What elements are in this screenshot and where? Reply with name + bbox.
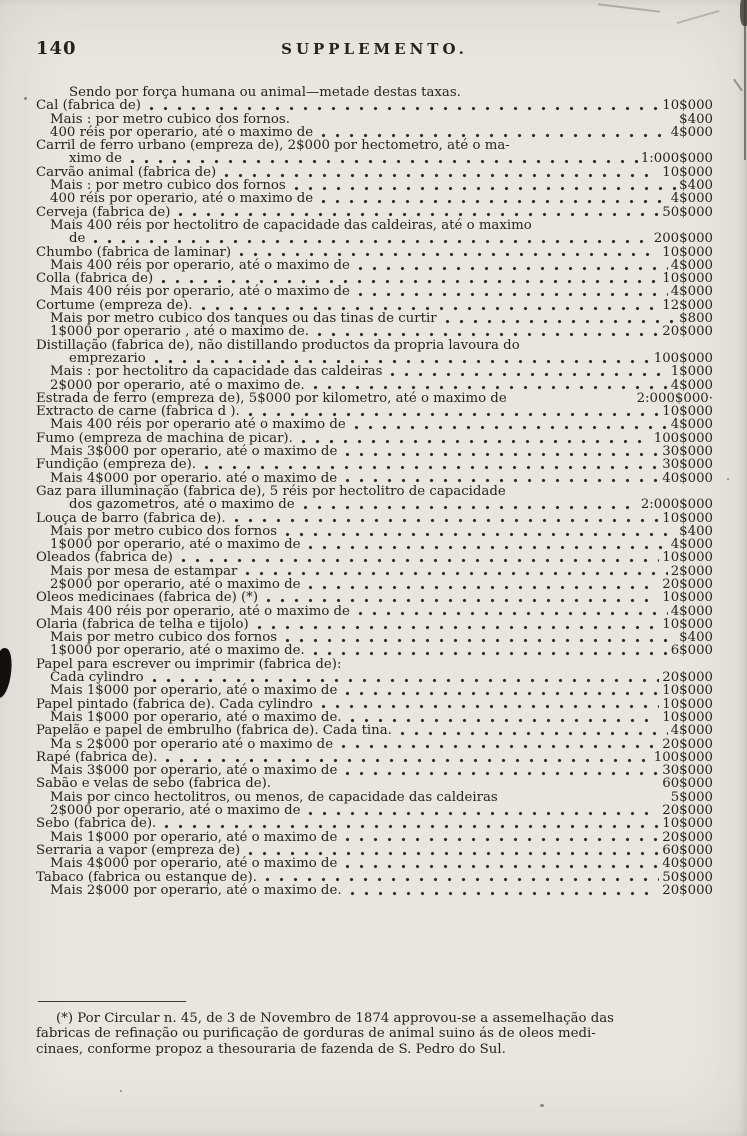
entry-text: Colla (fabrica de)	[36, 271, 154, 287]
dot-leader	[93, 239, 650, 244]
scan-speck	[24, 97, 27, 100]
tariff-line	[36, 259, 713, 272]
entry-amount: $400	[679, 111, 713, 127]
dot-leader	[341, 744, 659, 749]
dot-leader	[294, 186, 676, 191]
tariff-line	[36, 751, 713, 764]
tariff-line	[36, 272, 713, 285]
footnote-line: fabricas de refinação ou purificação de gorduras de animal suino ás de oleos medi-	[36, 1026, 596, 1042]
entry-amount: 30$000	[662, 457, 713, 473]
entry-amount: 4$000	[670, 257, 713, 273]
tariff-line	[36, 352, 713, 365]
tariff-line	[36, 246, 713, 259]
tariff-line	[36, 379, 713, 392]
entry-text: dos gazometros, até o maximo de	[69, 497, 295, 513]
entry-text: 2$000 por operario, até o maximo de	[50, 803, 301, 819]
entry-text: Mais : por metro cubico dos fornos	[50, 178, 286, 194]
tariff-line	[36, 472, 713, 485]
tariff-line	[36, 884, 713, 897]
entry-amount: 4$000	[670, 537, 713, 553]
entry-text: Extracto de carne (fabrica d ).	[36, 404, 240, 420]
entry-text: Sabão e velas de sebo (fabrica de).	[36, 776, 272, 792]
tariff-line	[36, 445, 713, 458]
entry-amount: 10$000	[662, 510, 713, 526]
entry-amount: 10$000	[662, 590, 713, 606]
entry-text: Carvão animal (fabrica de)	[36, 164, 217, 180]
dot-leader	[345, 691, 659, 696]
entry-text: Louça de barro (fabrica de).	[36, 510, 226, 526]
entry-amount: 10$000	[662, 404, 713, 420]
entry-amount: 5$000	[670, 789, 713, 805]
dot-leader	[152, 678, 660, 683]
page-title: SUPPLEMENTO.	[281, 40, 468, 58]
entry-text: 1$000 por operario, até o maximo de.	[50, 643, 305, 659]
dot-leader	[345, 837, 659, 842]
dot-leader	[308, 545, 667, 550]
entry-text: ximo de	[69, 151, 122, 167]
entry-amount: 20$000	[662, 829, 713, 845]
dot-leader	[350, 718, 660, 723]
tariff-line	[36, 644, 713, 657]
entry-amount: 100$000	[653, 749, 713, 765]
entry-text: Mais 400 réis por operario até o maximo de	[50, 417, 346, 433]
footnote-line: (*) Por Circular n. 45, de 3 de Novembro de 1874 approvou-se a assemelhação das	[56, 1011, 614, 1027]
tariff-list	[36, 86, 713, 897]
entry-amount: 10$000	[662, 616, 713, 632]
entry-amount: 4$000	[670, 377, 713, 393]
entry-text: Mais por mesa de estampar	[50, 563, 238, 579]
entry-text: Mais : por hectolitro da capacidade das caldeiras	[50, 364, 383, 380]
dot-leader	[354, 425, 668, 430]
entry-amount: 60$000	[662, 776, 713, 792]
entry-text: Mais por metro cubico dos fornos	[50, 630, 278, 646]
entry-text: Tabaco (fabrica ou estanque de).	[36, 869, 257, 885]
page-header	[36, 40, 713, 62]
dot-leader	[257, 625, 660, 630]
entry-amount: 100$000	[653, 350, 713, 366]
dot-leader	[265, 877, 659, 882]
entry-text: Serraria a vapor (empreza de)	[36, 842, 241, 858]
entry-amount: 10$000	[662, 550, 713, 566]
tariff-line	[36, 418, 713, 431]
entry-text: Mais 2$000 por operario, até o maximo de.	[50, 882, 342, 898]
tariff-line	[36, 285, 713, 298]
entry-text: Sebo (fabrica de).	[36, 816, 157, 832]
dot-leader	[164, 824, 659, 829]
tariff-line	[36, 605, 713, 618]
entry-amount: 200$000	[653, 231, 713, 247]
tariff-line	[36, 578, 713, 591]
entry-text: Mais 400 réis por operario, até o maximo de	[50, 284, 350, 300]
entry-amount: $400	[679, 178, 713, 194]
entry-amount: 4$000	[670, 124, 713, 140]
tariff-line	[36, 312, 713, 325]
scan-speck	[120, 1090, 122, 1092]
entry-text: Cal (fabrica de)	[36, 98, 141, 114]
scan-speck	[540, 1104, 544, 1107]
tariff-line	[36, 485, 713, 498]
entry-amount: 20$000	[662, 670, 713, 686]
tariff-line	[36, 99, 713, 112]
entry-text: de	[69, 231, 86, 247]
pencil-mark	[733, 79, 743, 91]
entry-text: Papel pintado (fabrica de). Cada cylindro	[36, 696, 313, 712]
entry-text: Olaria (fabrica de telha e tijolo)	[36, 616, 249, 632]
entry-text: 400 réis por operario, até o maximo de	[50, 191, 314, 207]
dot-leader	[308, 811, 659, 816]
dot-leader	[345, 478, 659, 483]
tariff-line	[36, 724, 713, 737]
entry-text: Gaz para illuminação (fabrica de), 5 réis por hectolitro de capacidade	[36, 483, 506, 499]
page-content	[36, 40, 713, 1057]
entry-text: Mais 3$000 por operario, até o maximo de	[50, 763, 338, 779]
entry-text: 400 réis por operario, até o maximo de	[50, 124, 314, 140]
tariff-line	[36, 392, 713, 405]
dot-leader	[400, 731, 668, 736]
entry-text: Oleos medicinaes (fabrica de) (*)	[36, 590, 259, 606]
tariff-line	[36, 365, 713, 378]
entry-amount: $400	[679, 523, 713, 539]
dot-leader	[224, 173, 659, 178]
entry-text: Ma s 2$000 por operario até o maximo de	[50, 736, 334, 752]
entry-text: Mais 4$000 por operario. até o maximo de	[50, 470, 338, 486]
entry-text: Rapé (fabrica de).	[36, 749, 158, 765]
entry-amount: $400	[679, 630, 713, 646]
entry-amount: 2:000$000·	[636, 390, 713, 406]
entry-amount: 10$000	[662, 98, 713, 114]
tariff-line	[36, 804, 713, 817]
tariff-line	[36, 671, 713, 684]
entry-amount: 100$000	[653, 430, 713, 446]
entry-amount: 10$000	[662, 709, 713, 725]
tariff-line	[36, 525, 713, 538]
entry-amount: 40$000	[662, 856, 713, 872]
entry-text: Mais 400 réis por hectolitro de capacidade das caldeiras, até o maximo	[50, 217, 532, 233]
entry-text: Mais 4$000 por operario, até o maximo de	[50, 856, 338, 872]
tariff-line	[36, 179, 713, 192]
dot-leader	[285, 532, 676, 537]
footnote-line: cinaes, conforme propoz a thesouraria de fazenda de S. Pedro do Sul.	[36, 1041, 506, 1057]
dot-leader	[303, 505, 638, 510]
entry-amount: 1:000$000	[640, 151, 713, 167]
tariff-line	[36, 405, 713, 418]
dot-leader	[358, 292, 668, 297]
tariff-line	[36, 498, 713, 511]
dot-leader	[201, 306, 660, 311]
scan-speck	[727, 478, 729, 480]
dot-leader	[178, 212, 659, 217]
entry-text: Estrada de ferro (empreza de), 5$000 por kilometro, até o maximo de	[36, 390, 507, 406]
dot-leader	[313, 651, 668, 656]
tariff-line	[36, 844, 713, 857]
tariff-line	[36, 299, 713, 312]
tariff-line	[36, 631, 713, 644]
tariff-line	[36, 432, 713, 445]
entry-amount: 10$000	[662, 816, 713, 832]
entry-text: Fumo (empreza de machina de picar).	[36, 430, 293, 446]
dot-leader	[358, 611, 668, 616]
tariff-line	[36, 565, 713, 578]
tariff-line	[36, 126, 713, 139]
entry-amount: 4$000	[670, 723, 713, 739]
tariff-line	[36, 791, 713, 804]
entry-amount: 4$000	[670, 191, 713, 207]
dot-leader	[445, 319, 677, 324]
entry-text: Mais 1$000 por operario, até o maximo de.	[50, 709, 342, 725]
entry-text: Papel para escrever ou imprimir (fabrica de):	[36, 656, 342, 672]
entry-amount: 20$000	[662, 803, 713, 819]
dot-leader	[313, 385, 668, 390]
entry-amount: 60$000	[662, 842, 713, 858]
entry-text: Mais por metro cubico dos fornos	[50, 523, 278, 539]
entry-amount: 10$000	[662, 244, 713, 260]
tariff-line	[36, 711, 713, 724]
entry-text: Mais 400 réis por operario, até o maximo de	[50, 257, 350, 273]
dot-leader	[234, 518, 660, 523]
entry-text: Oleados (fabrica de)	[36, 550, 173, 566]
tariff-line	[36, 738, 713, 751]
entry-text: emprezario	[69, 350, 146, 366]
entry-text: Mais 1$000 por operario, até o maximo de	[50, 683, 338, 699]
tariff-line	[36, 325, 713, 338]
dot-leader	[154, 359, 651, 364]
tariff-line	[36, 152, 713, 165]
dot-leader	[350, 891, 660, 896]
dot-leader	[345, 452, 659, 457]
entry-text: 2$000 por operario, até o maximo de.	[50, 377, 305, 393]
entry-amount: 30$000	[662, 763, 713, 779]
tariff-line	[36, 86, 713, 99]
dot-leader	[308, 585, 659, 590]
tariff-line	[36, 618, 713, 631]
entry-text: Mais 3$000 por operario, até o maximo de	[50, 444, 338, 460]
tariff-line	[36, 831, 713, 844]
entry-text: Mais por metro cubico dos tanques ou das tinas de curtir	[50, 311, 437, 327]
pencil-mark	[677, 10, 720, 24]
entry-text: Sendo por força humana ou animal—metade destas taxas.	[69, 85, 461, 100]
dot-leader	[321, 133, 668, 138]
tariff-line	[36, 698, 713, 711]
entry-text: Mais 400 réis por operario, até o maximo de	[50, 603, 350, 619]
tariff-line	[36, 232, 713, 245]
dot-leader	[204, 465, 659, 470]
entry-amount: 10$000	[662, 271, 713, 287]
tariff-line	[36, 219, 713, 232]
entry-amount: 20$000	[662, 736, 713, 752]
dot-leader	[345, 771, 659, 776]
dot-leader	[345, 864, 659, 869]
entry-amount: 4$000	[670, 603, 713, 619]
tariff-line	[36, 512, 713, 525]
tariff-line	[36, 166, 713, 179]
tariff-line	[36, 458, 713, 471]
entry-amount: 2:000$000	[640, 497, 713, 513]
dot-leader	[321, 704, 659, 709]
dot-leader	[317, 332, 659, 337]
entry-amount: 6$000	[670, 643, 713, 659]
tariff-line	[36, 113, 713, 126]
dot-leader	[390, 372, 667, 377]
dot-leader	[165, 758, 650, 763]
tariff-line	[36, 871, 713, 884]
tariff-line	[36, 538, 713, 551]
pencil-mark	[598, 3, 660, 12]
dot-leader	[358, 266, 668, 271]
entry-amount: 12$000	[662, 297, 713, 313]
entry-amount: 4$000	[670, 284, 713, 300]
entry-amount: 30$000	[662, 444, 713, 460]
entry-amount: $800	[679, 311, 713, 327]
tariff-line	[36, 817, 713, 830]
entry-amount: 40$000	[662, 470, 713, 486]
entry-amount: 50$000	[662, 204, 713, 220]
tariff-line	[36, 658, 713, 671]
entry-text: 1$000 por operario , até o maximo de.	[50, 324, 309, 340]
tariff-line	[36, 339, 713, 352]
tariff-line	[36, 192, 713, 205]
page-number: 140	[36, 38, 77, 59]
ink-blot-artifact	[0, 647, 15, 699]
entry-amount: 10$000	[662, 164, 713, 180]
footnote	[36, 1011, 713, 1057]
entry-amount: 2$000	[670, 563, 713, 579]
entry-text: Cada cylindro	[50, 670, 144, 686]
entry-text: Chumbo (fabrica de laminar)	[36, 244, 232, 260]
dot-leader	[149, 106, 659, 111]
entry-amount: 50$000	[662, 869, 713, 885]
dot-leader	[161, 279, 659, 284]
tariff-line	[36, 684, 713, 697]
entry-text: Mais : por metro cubico dos fornos.	[50, 111, 290, 127]
dot-leader	[266, 598, 659, 603]
entry-text: Carril de ferro urbano (empreza de), 2$000 por hectometro, até o ma-	[36, 138, 510, 154]
dot-leader	[181, 558, 659, 563]
tariff-line	[36, 551, 713, 564]
tariff-line	[36, 764, 713, 777]
entry-text: Mais por cinco hectolitros, ou menos, de capacidade das caldeiras	[50, 789, 498, 805]
entry-text: Distillação (fabrica de), não distillando productos da propria lavoura do	[36, 337, 520, 353]
tariff-line	[36, 591, 713, 604]
footnote-rule	[38, 1001, 186, 1002]
entry-text: Cortume (empreza de).	[36, 297, 193, 313]
entry-amount: 10$000	[662, 696, 713, 712]
tariff-line	[36, 777, 713, 790]
dot-leader	[301, 439, 651, 444]
entry-text: Papelão e papel de embrulho (fabrica de). Cada tina.	[36, 723, 392, 739]
entry-amount: 20$000	[662, 324, 713, 340]
dot-leader	[130, 159, 638, 164]
corner-smudge	[740, 0, 747, 26]
dot-leader	[321, 199, 668, 204]
tariff-line	[36, 139, 713, 152]
entry-amount: 20$000	[662, 882, 713, 898]
dot-leader	[239, 252, 659, 257]
entry-amount: 10$000	[662, 683, 713, 699]
entry-text: Mais 1$000 por operario, até o maximo de	[50, 829, 338, 845]
dot-leader	[245, 571, 667, 576]
entry-text: 1$000 por operario, até o maximo de	[50, 537, 301, 553]
dot-leader	[285, 638, 676, 643]
entry-text: 2$000 por operario, até o maximo de	[50, 576, 301, 592]
tariff-line	[36, 206, 713, 219]
dot-leader	[248, 412, 659, 417]
tariff-line	[36, 857, 713, 870]
dot-leader	[248, 851, 659, 856]
entry-amount: 4$000	[670, 417, 713, 433]
entry-text: Cerveja (fabrica de)	[36, 204, 171, 220]
entry-text: Fundição (empreza de).	[36, 457, 197, 473]
entry-amount: 20$000	[662, 576, 713, 592]
entry-amount: 1$000	[670, 364, 713, 380]
